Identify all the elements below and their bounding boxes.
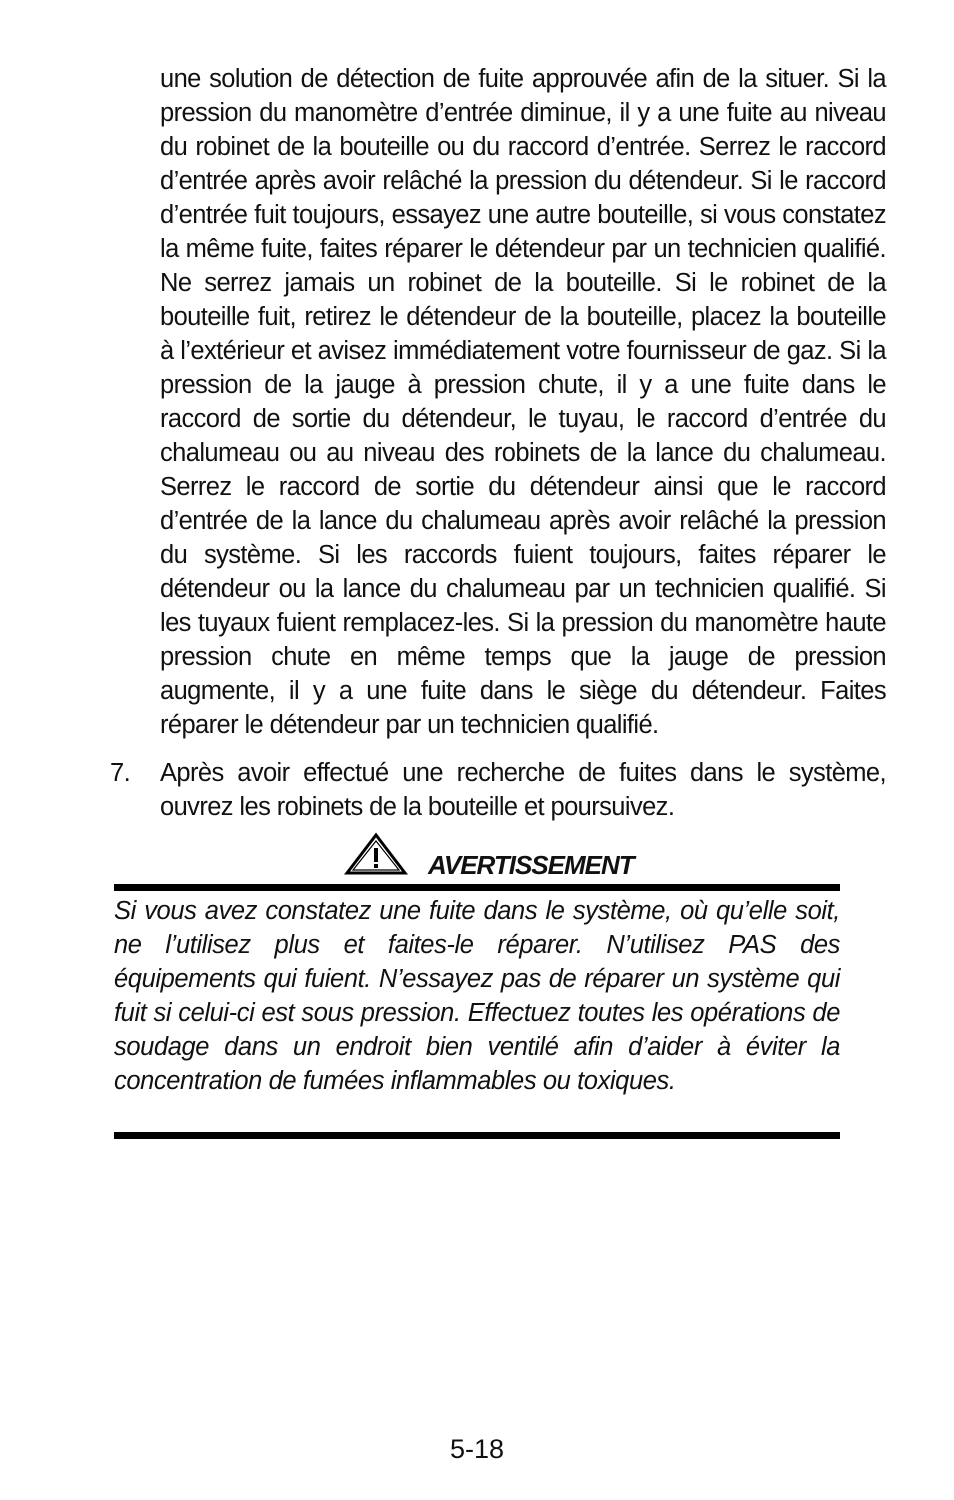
continued-paragraph: une solution de détection de fuite approuvée afin de la situer. Si la pression du manomètre d’entrée diminue, il y a une fuite au niveau du robinet de la bouteille ou du raccord d’entrée. Serrez le raccord d’entrée après avoir relâché la pression du détendeur. Si le raccord d’entrée fuit toujours, essayez une autre bouteille, si vous constatez la même fuite, faites réparer le détendeur par un technicien qualifié. Ne serrez jamais un robinet de la bouteille. Si le robinet de la bouteille fuit, retirez le détendeur de la bouteille, placez la bouteille à l’extérieur et avisez immédiatement votre fournisseur de gaz. Si la pression de la jauge à pression chute, il y a une fuite dans le raccord de sortie du détendeur, le tuyau, le raccord d’entrée du chalumeau ou au niveau des robinets de la lance du chalumeau. Serrez le raccord de sortie du détendeur ainsi que le raccord d’entrée de la lance du chalumeau après avoir relâché la pression du système. Si les raccords fuient toujours, faites réparer le détendeur ou la lance du chalumeau par un technicien qualifié. Si les tuyaux fuient remplacez-les. Si la pression du manomètre haute pression chute en même temps que la jauge de pression augmente, il y a une fuite dans le siège du détendeur. Faites réparer le détendeur par un technicien qualifié. xyxy=(160,65,886,739)
step-number: 7. xyxy=(110,759,131,787)
warning-triangle-icon xyxy=(344,832,408,876)
warning-title: AVERTISSEMENT xyxy=(428,850,634,880)
warning-text: Si vous avez constatez une fuite dans le système, où qu’elle soit, ne l’utilisez plus et faites-le réparer. N’utilisez PAS des équipements qui fuient. N’essayez pas de réparer un système qui fuit si celui-ci est sous pression. Effectuez toutes les opérations de soudage dans un endroit bien ventilé afin d’aider à éviter la concentration de fumées inflammables ou toxiques. xyxy=(114,897,840,1095)
step-text: Après avoir effectué une recherche de fuites dans le système, ouvrez les robinets de la bouteille et poursuivez. xyxy=(160,759,886,821)
warning-bottom-rule xyxy=(114,1132,840,1139)
page-number: 5-18 xyxy=(449,1434,505,1464)
warning-header xyxy=(114,830,840,884)
warning-box xyxy=(114,830,840,1095)
warning-top-rule xyxy=(114,884,840,891)
